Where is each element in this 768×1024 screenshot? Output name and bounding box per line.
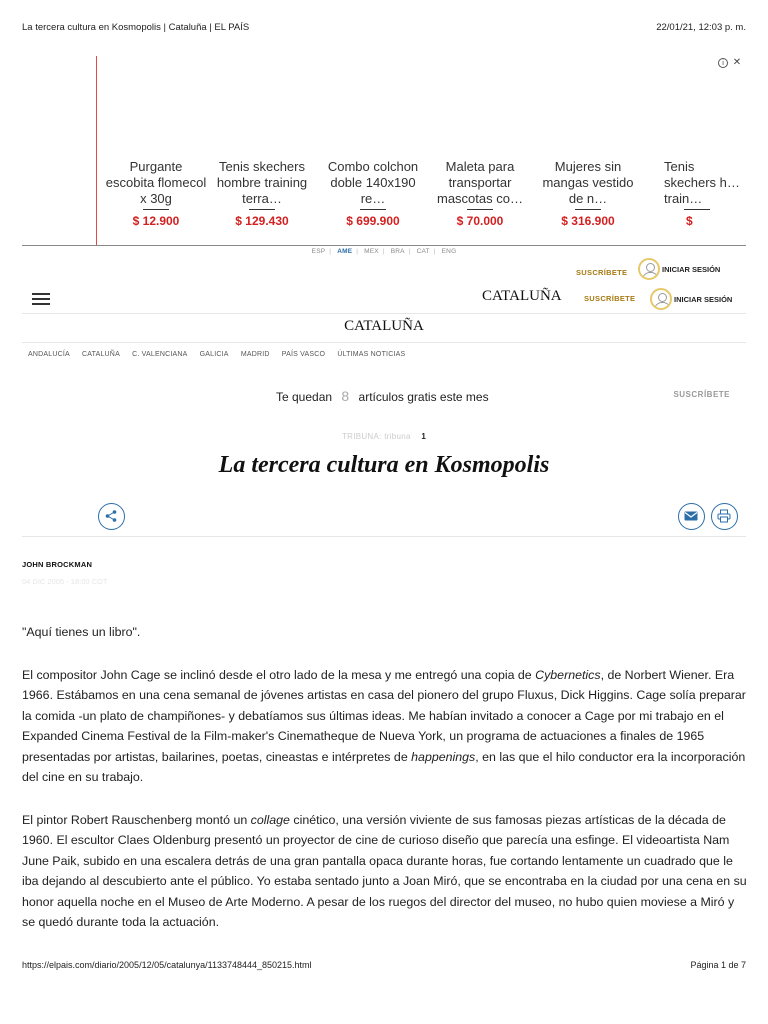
section-title[interactable]: CATALUÑA — [344, 318, 424, 334]
edition-ame[interactable]: AME — [337, 248, 353, 255]
ad-item[interactable] — [428, 159, 532, 228]
ad-item-price: $ — [686, 214, 693, 228]
article-paragraph: "Aquí tienes un libro". — [22, 625, 141, 639]
ad-item-title: Combo colchon doble 140x190 re… — [327, 159, 419, 206]
divider — [22, 536, 746, 537]
article-date: 04 DIC 2005 - 18:00 COT — [22, 577, 108, 586]
avatar — [650, 288, 672, 310]
paywall-subscribe-link[interactable]: SUSCRÍBETE — [673, 390, 730, 399]
print-footer-page: Página 1 de 7 — [690, 960, 746, 970]
regions-nav — [28, 351, 415, 358]
article-author[interactable]: JOHN BROCKMAN — [22, 560, 93, 569]
ad-item-price: $ 12.900 — [132, 214, 180, 228]
navbar-section-name[interactable]: CATALUÑA — [482, 288, 562, 304]
ad-item-title: Tenis skechers h… train… — [664, 159, 740, 206]
kicker-label: TRIBUNA: — [341, 432, 382, 441]
region-link[interactable]: ANDALUCÍA — [28, 351, 70, 358]
edition-bra[interactable]: BRA — [390, 248, 405, 255]
ad-item[interactable] — [321, 159, 425, 228]
ad-item-title: Mujeres sin mangas vestido de n… — [542, 159, 634, 206]
ad-item-rule — [360, 209, 386, 210]
print-footer-url: https://elpais.com/diario/2005/12/05/catalunya/1133748444_850215.html — [22, 960, 312, 970]
info-icon[interactable]: i — [718, 58, 728, 68]
kicker-count: 1 — [421, 432, 427, 441]
article-paragraph: El compositor John Cage se inclinó desde el otro lado de la mesa y me entregó una copia de Cybernetics, de Norbert Wiener. Era 1966. Estábamos en una cena semanal de jóvenes artistas en casa del pionero del grupo Fluxus, Dick Higgins. Cage solía preparar la comida -un plato de champiñones- y debatíamos sus últimas ideas. Me habían invitado a conocer a Cage por mi trabajo en el Expanded Cinema Festival de la Film-maker's Cinematheque de Nueva York, un programa de actuaciones a finales de 1965 presentadas por artistas, bailarines, poetas, cineastas e intérpretes de happenings, en las que el hilo conductor era la incorporación del cine en su trabajo. — [22, 667, 746, 784]
share-button[interactable] — [98, 503, 125, 530]
ad-item[interactable] — [104, 159, 208, 228]
print-header-title: La tercera cultura en Kosmopolis | Cataluña | EL PAÍS — [22, 22, 250, 33]
login-label: INICIAR SESIÓN — [674, 294, 733, 304]
ad-item-price: $ 699.900 — [346, 214, 400, 228]
region-link[interactable]: GALICIA — [199, 351, 229, 358]
ad-item-title: Tenis skechers hombre training terra… — [216, 159, 308, 206]
ad-item-rule — [143, 209, 169, 210]
login-button[interactable] — [650, 288, 732, 310]
edition-eng[interactable]: ENG — [441, 248, 457, 255]
ad-item-price: $ 316.900 — [561, 214, 615, 228]
email-button[interactable] — [678, 503, 705, 530]
share-icon — [104, 509, 118, 523]
print-header-datetime: 22/01/21, 12:03 p. m. — [656, 22, 746, 33]
article-kicker — [0, 432, 768, 441]
ad-item-rule — [467, 209, 493, 210]
avatar — [638, 258, 660, 280]
ad-item-rule — [575, 209, 601, 210]
paywall-banner — [0, 386, 768, 404]
kicker-sub: tribuna — [384, 432, 411, 441]
ad-item[interactable] — [210, 159, 314, 228]
region-link[interactable]: MADRID — [240, 351, 270, 358]
top-account-bar — [576, 256, 746, 282]
mail-icon — [684, 509, 698, 523]
print-button[interactable] — [711, 503, 738, 530]
login-label: INICIAR SESIÓN — [662, 264, 721, 274]
subscribe-link-top[interactable]: SUSCRÍBETE — [576, 268, 628, 277]
edition-mex[interactable]: MEX — [364, 248, 379, 255]
article-body — [22, 622, 748, 955]
region-link[interactable]: CATALUÑA — [82, 351, 120, 358]
region-link[interactable]: C. VALENCIANA — [132, 351, 188, 358]
region-link[interactable]: PAÍS VASCO — [281, 351, 326, 358]
ad-controls[interactable] — [718, 58, 742, 68]
paywall-before: Te quedan — [276, 390, 333, 404]
ad-item[interactable] — [536, 159, 640, 228]
ad-item-rule — [684, 209, 710, 210]
ad-item-rule — [249, 209, 275, 210]
region-link[interactable]: ÚLTIMAS NOTICIAS — [337, 351, 406, 358]
article-paragraph: El pintor Robert Rauschenberg montó un collage cinético, una versión viviente de sus famosas piezas artísticas de la década de 1960. El escultor Claes Oldenburg presentó un proyector de cine de curioso diseño que parecía una esfinge. El videoartista Nam June Paik, subido en una escalera detrás de una gran pantalla opaca durante horas, fue cortando lentamente un cuadrado que le iba dejando al descubierto ante el público. Yo estaba sentado junto a Joan Miró, que se encontraba en la ciudad por una cena en su honor aquella noche en el Museo de Arte Moderno. A pesar de los ruegos del director del museo, no hubo quien moviese a Miró y se quedó durante toda la actuación. — [22, 812, 747, 929]
ad-item[interactable] — [644, 159, 746, 228]
paywall-message — [276, 388, 489, 404]
edition-esp[interactable]: ESP — [311, 248, 326, 255]
section-navbar — [22, 284, 746, 314]
close-icon[interactable]: ✕ — [732, 57, 742, 68]
login-button-top[interactable] — [638, 258, 720, 280]
edition-cat[interactable]: CAT — [416, 248, 430, 255]
subscribe-link[interactable]: SUSCRÍBETE — [584, 294, 636, 303]
menu-icon[interactable] — [32, 293, 50, 305]
ad-item-price: $ 129.430 — [235, 214, 289, 228]
printer-icon — [717, 509, 731, 523]
ad-item-title: Purgante escobita flomecol x 30g — [105, 159, 207, 206]
paywall-after: artículos gratis este mes — [358, 390, 489, 404]
article-headline: La tercera cultura en Kosmopolis — [218, 452, 550, 478]
ad-item-title: Maleta para transportar mascotas co… — [437, 159, 523, 206]
divider — [22, 342, 746, 343]
ad-item-price: $ 70.000 — [456, 214, 504, 228]
ad-divider — [96, 56, 97, 245]
ad-banner[interactable] — [22, 56, 746, 246]
paywall-count: 8 — [341, 388, 350, 404]
edition-selector: ESP | AME | MEX | BRA | CAT | ENG — [311, 248, 457, 255]
